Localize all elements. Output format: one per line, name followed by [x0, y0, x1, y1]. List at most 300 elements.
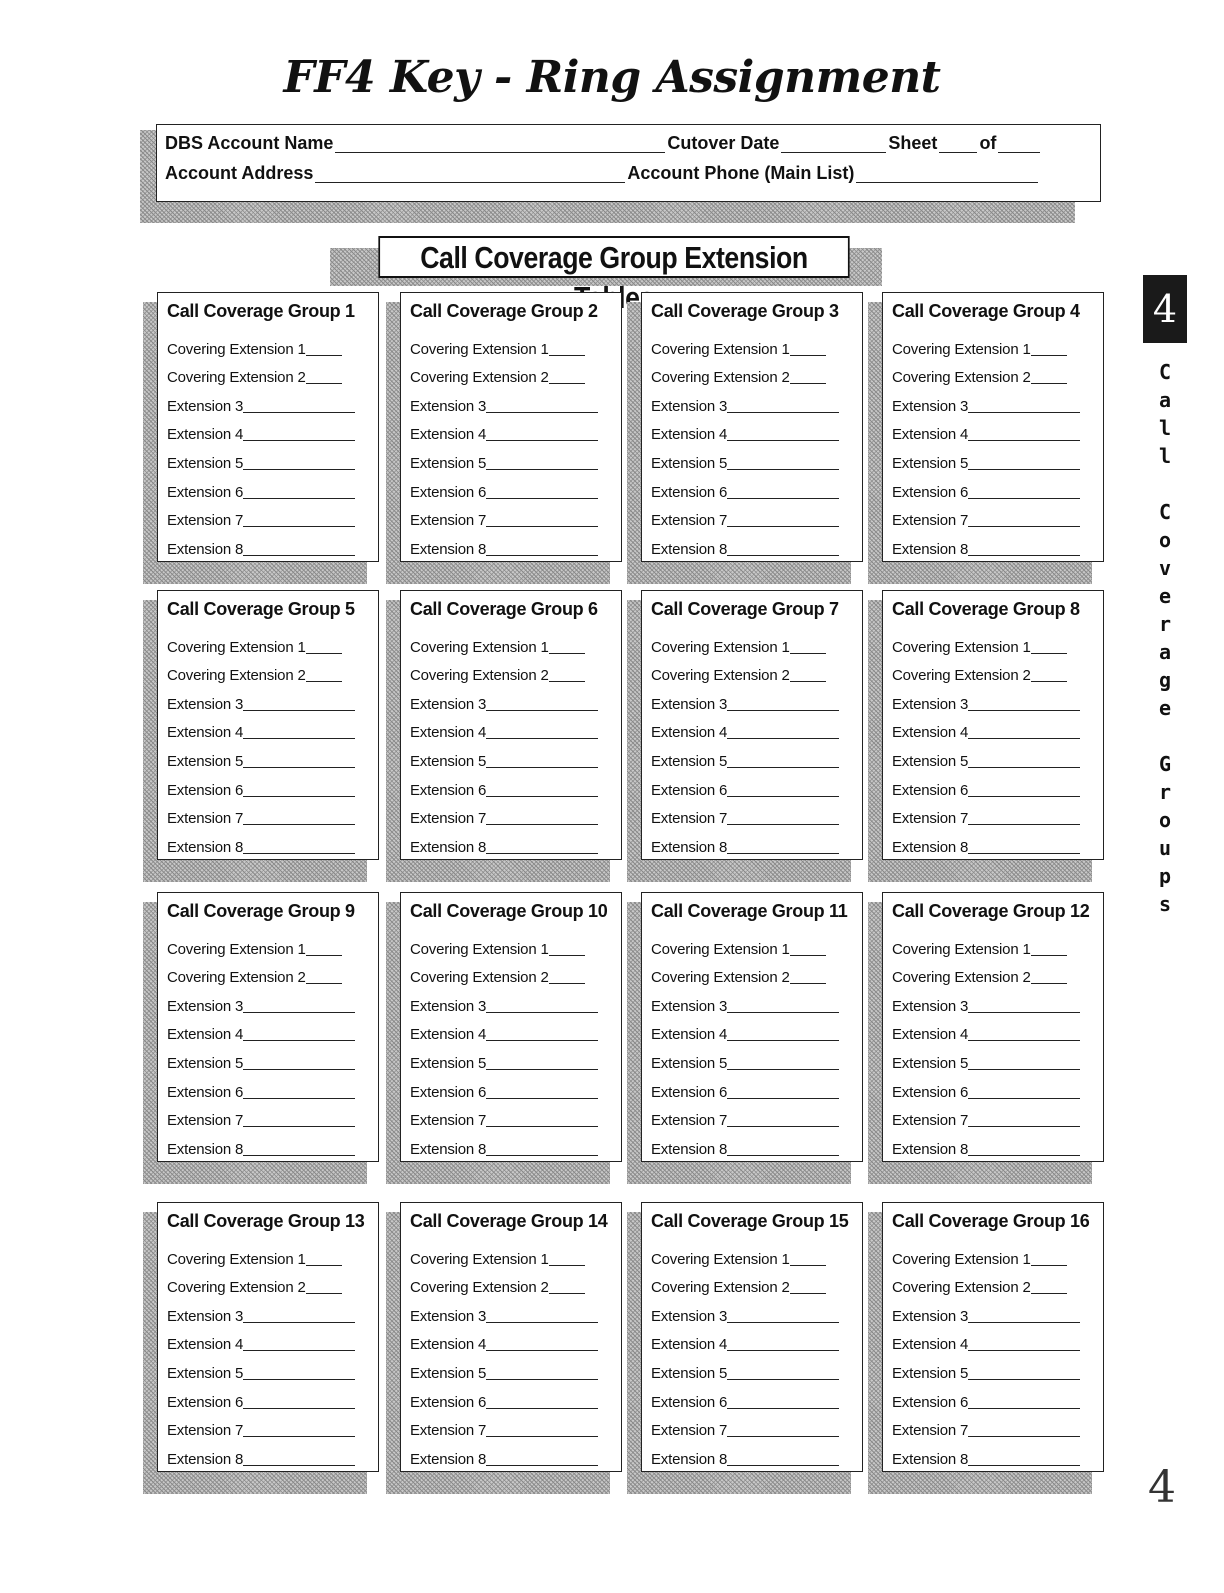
extension-field[interactable] [243, 1113, 355, 1127]
extension-field[interactable] [727, 485, 839, 499]
extension-row [892, 799, 1103, 828]
header-line1-field-1[interactable] [781, 137, 886, 153]
extension-label: Extension 5 [167, 454, 244, 472]
extension-label: Extension 3 [651, 695, 728, 713]
extension-field[interactable] [968, 1027, 1080, 1041]
extension-field[interactable] [486, 999, 598, 1013]
extension-field[interactable] [968, 1423, 1080, 1437]
extension-field[interactable] [727, 1452, 839, 1466]
header-line2-label-0: Account Address [165, 163, 314, 183]
extension-row [651, 358, 862, 387]
extension-field[interactable] [243, 1452, 355, 1466]
extension-field[interactable] [790, 370, 826, 384]
extension-field[interactable] [1031, 640, 1067, 654]
extension-label: Extension 5 [651, 1054, 728, 1072]
extension-field[interactable] [968, 1337, 1080, 1351]
extension-row [410, 713, 621, 742]
extension-label: Extension 4 [167, 1336, 244, 1354]
group-table-card [641, 292, 863, 562]
extension-label: Extension 6 [892, 483, 969, 501]
extension-row [167, 684, 378, 713]
extension-label: Extension 8 [410, 540, 487, 558]
extension-row [651, 386, 862, 415]
extension-field[interactable] [486, 1366, 598, 1380]
extension-row [651, 529, 862, 558]
side-letter: e [1158, 584, 1172, 608]
extension-label: Extension 8 [167, 540, 244, 558]
extension-field[interactable] [790, 668, 826, 682]
group-table-title: Call Coverage Group 10 [410, 901, 608, 921]
extension-row [167, 1072, 378, 1101]
extension-row [410, 1296, 621, 1325]
extension-field[interactable] [727, 1085, 839, 1099]
group-table-7 [641, 590, 875, 880]
extension-label: Extension 7 [892, 810, 969, 828]
extension-field[interactable] [243, 542, 355, 556]
extension-field[interactable] [549, 370, 585, 384]
extension-field[interactable] [727, 427, 839, 441]
extension-field[interactable] [486, 513, 598, 527]
extension-row [167, 1411, 378, 1440]
extension-field[interactable] [727, 1309, 839, 1323]
extension-row [651, 929, 862, 958]
extension-label: Extension 6 [410, 1393, 487, 1411]
extension-field[interactable] [486, 1056, 598, 1070]
extension-row [410, 529, 621, 558]
extension-field[interactable] [727, 1366, 839, 1380]
extension-field[interactable] [486, 1085, 598, 1099]
extension-field[interactable] [968, 456, 1080, 470]
extension-field[interactable] [486, 1142, 598, 1156]
extension-field[interactable] [790, 970, 826, 984]
extension-row [167, 958, 378, 987]
group-table-title: Call Coverage Group 14 [410, 1211, 608, 1231]
extension-label: Extension 4 [651, 426, 728, 444]
group-table-10 [400, 892, 634, 1182]
extension-row [651, 713, 862, 742]
extension-field[interactable] [968, 1142, 1080, 1156]
header-line-1 [165, 133, 1042, 154]
extension-row [410, 1239, 621, 1268]
extension-row [167, 827, 378, 856]
extension-label: Extension 5 [410, 1364, 487, 1382]
extension-row [892, 713, 1103, 742]
extension-label: Extension 6 [892, 781, 969, 799]
extension-field[interactable] [486, 783, 598, 797]
extension-field[interactable] [549, 640, 585, 654]
extension-label: Extension 7 [410, 1112, 487, 1130]
extension-row [651, 1101, 862, 1130]
extension-field[interactable] [243, 811, 355, 825]
extension-label: Extension 8 [651, 540, 728, 558]
extension-row [651, 958, 862, 987]
extension-label: Extension 3 [410, 397, 487, 415]
extension-row [651, 627, 862, 656]
extension-field[interactable] [968, 1309, 1080, 1323]
side-letter: e [1158, 696, 1172, 720]
side-letter: g [1158, 668, 1172, 692]
extension-row [410, 827, 621, 856]
extension-field[interactable] [968, 999, 1080, 1013]
extension-row [651, 770, 862, 799]
extension-row [892, 358, 1103, 387]
group-table-1 [157, 292, 391, 582]
extension-field[interactable] [549, 1252, 585, 1266]
extension-field[interactable] [1031, 1252, 1067, 1266]
group-table-card [882, 892, 1104, 1162]
side-letter: C [1158, 500, 1172, 524]
extension-field[interactable] [486, 1309, 598, 1323]
extension-field[interactable] [243, 697, 355, 711]
group-table-card [882, 292, 1104, 562]
extension-field[interactable] [243, 754, 355, 768]
extension-field[interactable] [549, 1280, 585, 1294]
extension-field[interactable] [790, 1280, 826, 1294]
extension-field[interactable] [243, 999, 355, 1013]
extension-field[interactable] [486, 1395, 598, 1409]
extension-label: Extension 8 [651, 1140, 728, 1158]
side-letter: o [1158, 808, 1172, 832]
extension-field[interactable] [727, 725, 839, 739]
group-table-12 [882, 892, 1116, 1182]
side-letter: a [1158, 640, 1172, 664]
extension-field[interactable] [243, 1337, 355, 1351]
extension-label: Extension 5 [410, 1054, 487, 1072]
extension-field[interactable] [968, 542, 1080, 556]
extension-field[interactable] [968, 754, 1080, 768]
extension-field[interactable] [549, 342, 585, 356]
extension-row [651, 799, 862, 828]
group-table-card [157, 1202, 379, 1472]
extension-row [410, 1382, 621, 1411]
extension-field[interactable] [968, 427, 1080, 441]
extension-field[interactable] [306, 668, 342, 682]
group-table-title: Call Coverage Group 13 [167, 1211, 365, 1231]
extension-field[interactable] [968, 399, 1080, 413]
extension-field[interactable] [486, 1337, 598, 1351]
extension-field[interactable] [549, 668, 585, 682]
extension-label: Covering Extension 1 [892, 1250, 1031, 1268]
extension-row [167, 929, 378, 958]
extension-field[interactable] [486, 840, 598, 854]
extension-field[interactable] [727, 697, 839, 711]
extension-row [892, 1268, 1103, 1297]
extension-field[interactable] [790, 1252, 826, 1266]
extension-row [892, 1325, 1103, 1354]
extension-label: Extension 6 [892, 1393, 969, 1411]
extension-field[interactable] [486, 1027, 598, 1041]
extension-field[interactable] [243, 1142, 355, 1156]
extension-row [410, 1101, 621, 1130]
extension-label: Extension 3 [892, 1307, 969, 1325]
extension-field[interactable] [243, 485, 355, 499]
extension-row [167, 415, 378, 444]
header-line2-field-1[interactable] [856, 167, 1038, 183]
extension-field[interactable] [549, 970, 585, 984]
extension-field[interactable] [243, 1395, 355, 1409]
extension-field[interactable] [727, 811, 839, 825]
extension-row [167, 1439, 378, 1468]
extension-field[interactable] [968, 840, 1080, 854]
extension-field[interactable] [243, 783, 355, 797]
extension-row [167, 799, 378, 828]
extension-field[interactable] [968, 725, 1080, 739]
extension-field[interactable] [486, 542, 598, 556]
extension-field[interactable] [1031, 1280, 1067, 1294]
extension-label: Extension 5 [892, 454, 969, 472]
header-line1-field-3[interactable] [998, 137, 1040, 153]
extension-field[interactable] [243, 1085, 355, 1099]
extension-row [892, 684, 1103, 713]
extension-row [167, 386, 378, 415]
group-table-title: Call Coverage Group 5 [167, 599, 355, 619]
extension-row [167, 472, 378, 501]
extension-field[interactable] [486, 754, 598, 768]
extension-label: Extension 3 [651, 997, 728, 1015]
extension-label: Extension 6 [410, 781, 487, 799]
extension-field[interactable] [486, 1113, 598, 1127]
extension-row [651, 443, 862, 472]
extension-field[interactable] [243, 725, 355, 739]
extension-row [410, 986, 621, 1015]
extension-field[interactable] [968, 811, 1080, 825]
extension-field[interactable] [727, 840, 839, 854]
header-line-2 [165, 163, 1040, 184]
extension-row [167, 1101, 378, 1130]
extension-field[interactable] [968, 485, 1080, 499]
extension-label: Extension 7 [651, 512, 728, 530]
extension-row [651, 827, 862, 856]
group-table-card [400, 292, 622, 562]
extension-row [410, 741, 621, 770]
extension-field[interactable] [306, 1252, 342, 1266]
header-line1-label-2: Sheet [888, 133, 938, 153]
extension-field[interactable] [968, 697, 1080, 711]
extension-label: Extension 7 [892, 1422, 969, 1440]
extension-row [167, 741, 378, 770]
extension-field[interactable] [306, 1280, 342, 1294]
extension-field[interactable] [243, 840, 355, 854]
extension-field[interactable] [790, 640, 826, 654]
extension-field[interactable] [968, 1113, 1080, 1127]
extension-field[interactable] [306, 942, 342, 956]
extension-field[interactable] [727, 999, 839, 1013]
extension-label: Covering Extension 2 [410, 1279, 549, 1297]
extension-row [167, 529, 378, 558]
side-letter: a [1158, 388, 1172, 412]
extension-label: Covering Extension 2 [892, 369, 1031, 387]
extension-row [410, 329, 621, 358]
extension-label: Extension 3 [167, 1307, 244, 1325]
extension-field[interactable] [486, 456, 598, 470]
extension-field[interactable] [727, 399, 839, 413]
extension-field[interactable] [727, 1027, 839, 1041]
group-table-card [157, 892, 379, 1162]
extension-field[interactable] [243, 456, 355, 470]
group-table-2 [400, 292, 634, 582]
extension-field[interactable] [486, 697, 598, 711]
group-table-card [157, 292, 379, 562]
extension-row [892, 329, 1103, 358]
extension-row [892, 770, 1103, 799]
extension-field[interactable] [727, 1337, 839, 1351]
extension-field[interactable] [968, 1056, 1080, 1070]
side-letter: l [1158, 416, 1172, 440]
group-table-16 [882, 1202, 1116, 1492]
extension-label: Extension 5 [651, 752, 728, 770]
extension-label: Extension 7 [167, 1112, 244, 1130]
group-table-14 [400, 1202, 634, 1492]
group-table-title: Call Coverage Group 16 [892, 1211, 1090, 1231]
extension-field[interactable] [486, 1452, 598, 1466]
extension-field[interactable] [486, 1423, 598, 1437]
extension-field[interactable] [968, 1452, 1080, 1466]
extension-label: Covering Extension 1 [410, 638, 549, 656]
extension-field[interactable] [306, 342, 342, 356]
header-line1-field-0[interactable] [335, 137, 665, 153]
extension-row [892, 1382, 1103, 1411]
section-title: Call Coverage Group Extension [378, 236, 849, 278]
extension-row [410, 770, 621, 799]
extension-row [651, 1325, 862, 1354]
page-title: FF4 Key - Ring Assignment [283, 52, 941, 103]
extension-row [167, 358, 378, 387]
extension-field[interactable] [243, 427, 355, 441]
extension-row [167, 1043, 378, 1072]
extension-field[interactable] [727, 783, 839, 797]
extension-label: Extension 5 [651, 454, 728, 472]
extension-label: Extension 6 [651, 781, 728, 799]
extension-field[interactable] [727, 1395, 839, 1409]
extension-field[interactable] [727, 542, 839, 556]
extension-row [892, 1353, 1103, 1382]
extension-label: Extension 7 [410, 512, 487, 530]
extension-label: Extension 5 [410, 454, 487, 472]
group-table-card [641, 892, 863, 1162]
header-line1-field-2[interactable] [939, 137, 977, 153]
extension-row [651, 741, 862, 770]
extension-field[interactable] [1031, 668, 1067, 682]
extension-label: Extension 3 [651, 397, 728, 415]
extension-field[interactable] [968, 1395, 1080, 1409]
extension-field[interactable] [486, 427, 598, 441]
extension-field[interactable] [243, 513, 355, 527]
extension-field[interactable] [549, 942, 585, 956]
extension-field[interactable] [968, 783, 1080, 797]
extension-row [892, 986, 1103, 1015]
extension-field[interactable] [486, 725, 598, 739]
extension-field[interactable] [243, 1027, 355, 1041]
extension-row [410, 656, 621, 685]
group-table-title: Call Coverage Group 6 [410, 599, 598, 619]
extension-row [892, 386, 1103, 415]
extension-label: Extension 4 [410, 724, 487, 742]
extension-field[interactable] [1031, 370, 1067, 384]
header-line2-label-1: Account Phone (Main List) [627, 163, 855, 183]
extension-label: Covering Extension 1 [892, 340, 1031, 358]
extension-field[interactable] [243, 1056, 355, 1070]
side-letter: G [1158, 752, 1172, 776]
extension-label: Extension 7 [892, 512, 969, 530]
extension-row [892, 1296, 1103, 1325]
extension-field[interactable] [243, 1423, 355, 1437]
extension-row [651, 1268, 862, 1297]
extension-field[interactable] [1031, 342, 1067, 356]
chapter-side-label [1150, 358, 1180, 918]
extension-field[interactable] [790, 342, 826, 356]
extension-field[interactable] [727, 1113, 839, 1127]
extension-field[interactable] [727, 456, 839, 470]
extension-field[interactable] [243, 1366, 355, 1380]
extension-row [651, 656, 862, 685]
extension-label: Covering Extension 2 [651, 369, 790, 387]
extension-label: Extension 4 [651, 724, 728, 742]
extension-field[interactable] [727, 1142, 839, 1156]
extension-label: Extension 5 [167, 1054, 244, 1072]
extension-field[interactable] [968, 513, 1080, 527]
extension-row [651, 415, 862, 444]
extension-field[interactable] [727, 513, 839, 527]
extension-label: Extension 8 [167, 838, 244, 856]
group-table-card [882, 1202, 1104, 1472]
extension-field[interactable] [486, 811, 598, 825]
extension-row [410, 386, 621, 415]
extension-label: Extension 8 [410, 1450, 487, 1468]
extension-label: Extension 6 [167, 781, 244, 799]
extension-row [651, 1129, 862, 1158]
group-table-11 [641, 892, 875, 1182]
extension-field[interactable] [790, 942, 826, 956]
extension-field[interactable] [1031, 942, 1067, 956]
extension-field[interactable] [727, 754, 839, 768]
extension-label: Extension 6 [892, 1083, 969, 1101]
extension-label: Covering Extension 2 [651, 969, 790, 987]
extension-field[interactable] [243, 1309, 355, 1323]
extension-label: Covering Extension 1 [410, 340, 549, 358]
extension-label: Extension 7 [410, 1422, 487, 1440]
extension-label: Extension 4 [410, 426, 487, 444]
extension-label: Extension 6 [651, 1083, 728, 1101]
extension-row [892, 472, 1103, 501]
extension-field[interactable] [727, 1056, 839, 1070]
extension-field[interactable] [486, 485, 598, 499]
extension-field[interactable] [486, 399, 598, 413]
extension-field[interactable] [306, 370, 342, 384]
extension-label: Covering Extension 1 [651, 638, 790, 656]
extension-label: Extension 4 [892, 426, 969, 444]
extension-label: Extension 8 [892, 1140, 969, 1158]
extension-field[interactable] [968, 1366, 1080, 1380]
extension-field[interactable] [968, 1085, 1080, 1099]
side-letter: l [1158, 444, 1172, 468]
extension-field[interactable] [1031, 970, 1067, 984]
extension-row [410, 1043, 621, 1072]
extension-field[interactable] [306, 640, 342, 654]
extension-row [167, 627, 378, 656]
extension-row [410, 1353, 621, 1382]
extension-row [167, 329, 378, 358]
extension-label: Extension 6 [651, 483, 728, 501]
extension-row [651, 329, 862, 358]
extension-label: Extension 8 [892, 540, 969, 558]
extension-field[interactable] [727, 1423, 839, 1437]
header-line2-field-0[interactable] [315, 167, 625, 183]
extension-label: Extension 3 [410, 695, 487, 713]
extension-label: Extension 4 [651, 1026, 728, 1044]
extension-field[interactable] [243, 399, 355, 413]
extension-row [167, 713, 378, 742]
extension-field[interactable] [306, 970, 342, 984]
